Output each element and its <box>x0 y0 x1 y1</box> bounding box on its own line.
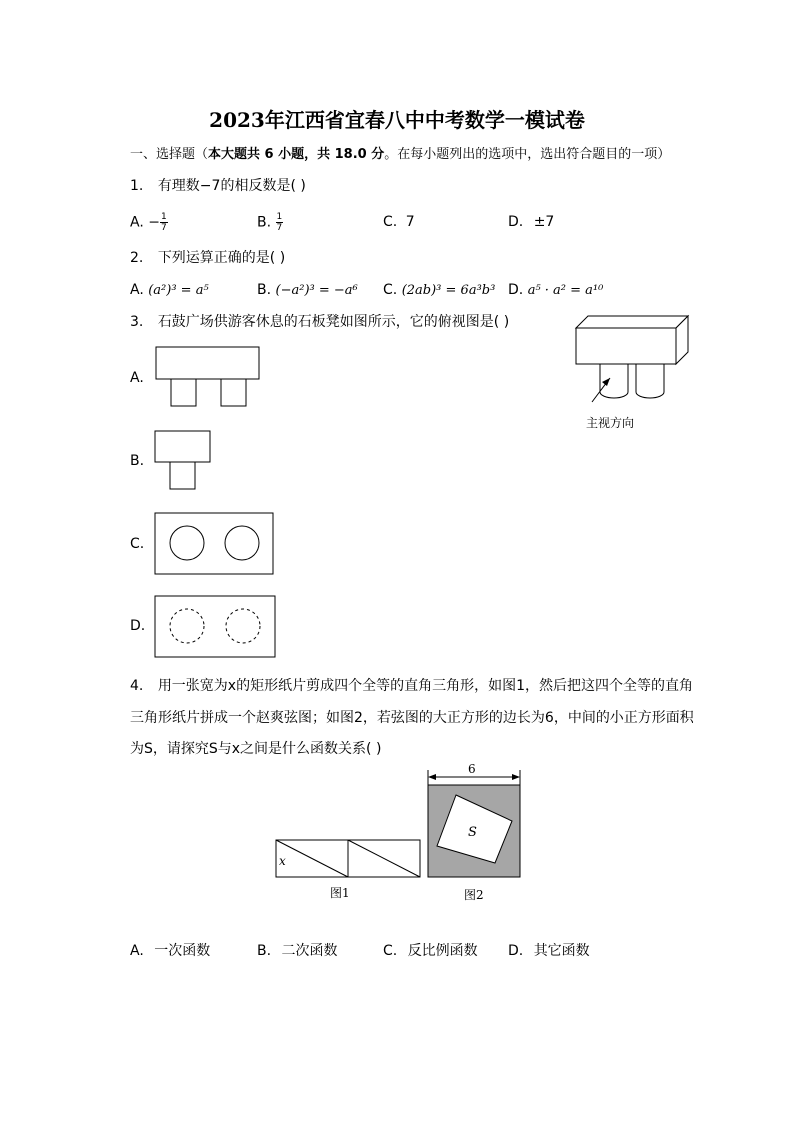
q3-option-b-label[interactable]: B. <box>130 453 145 469</box>
question-1 <box>130 177 306 195</box>
q1-option-d[interactable] <box>508 213 554 231</box>
view-direction-caption: 主视方向 <box>586 416 635 430</box>
q2-option-d[interactable] <box>508 281 603 300</box>
q3-option-d-label[interactable]: D. <box>130 618 146 634</box>
question-number: 4. <box>130 678 144 694</box>
q1-option-b[interactable] <box>257 212 283 233</box>
question-2 <box>130 249 285 267</box>
q3-option-b-figure[interactable] <box>154 430 212 492</box>
option-text: 反比例函数 <box>407 943 478 959</box>
option-sign: − <box>148 214 160 231</box>
option-expression: a⁵ · a² = a¹⁰ <box>527 283 604 298</box>
question-4-line-1 <box>130 677 693 695</box>
figure-2 <box>424 760 524 905</box>
option-value: ±7 <box>533 214 555 230</box>
q1-option-a[interactable] <box>130 212 168 233</box>
option-label: A. <box>130 214 144 231</box>
question-number: 1. <box>130 178 144 194</box>
figure-2-caption: 图2 <box>464 888 484 902</box>
option-label: A. <box>130 282 144 298</box>
option-expression: (a²)³ = a⁵ <box>148 283 209 298</box>
option-text: 其它函数 <box>533 943 590 959</box>
q3-option-a-label[interactable]: A. <box>130 370 144 386</box>
question-4-line-2: 三角形纸片拼成一个赵爽弦图；如图2，若弦图的大正方形的边长为6，中间的小正方形面积 <box>130 710 694 726</box>
option-label: B. <box>257 282 272 298</box>
q3-option-c-figure[interactable] <box>154 512 276 577</box>
question-text: 用一张宽为x的矩形纸片剪成四个全等的直角三角形，如图1，然后把这四个全等的直角 <box>157 678 694 694</box>
q4-option-b[interactable] <box>257 942 338 960</box>
question-4-line-3: 为S，请探究S与x之间是什么函数关系( ) <box>130 741 382 757</box>
q1-option-c[interactable] <box>383 213 415 231</box>
option-fraction: $\frac{1}{7}$ <box>160 212 167 233</box>
question-text: 石鼓广场供游客休息的石板凳如图所示，它的俯视图是( ) <box>157 314 510 330</box>
section-heading-suffix: 。在每小题列出的选项中，选出符合题目的一项） <box>384 147 671 162</box>
section-heading-prefix: 一、选择题（ <box>130 147 209 162</box>
option-label: D. <box>508 282 524 298</box>
question-text: 下列运算正确的是( ) <box>157 250 286 266</box>
option-label: B. <box>257 214 272 231</box>
option-expression: (−a²)³ = −a⁶ <box>275 283 358 298</box>
option-label: D. <box>508 214 524 230</box>
q2-option-b[interactable] <box>257 281 358 300</box>
q3-option-a-figure[interactable] <box>155 346 261 408</box>
q4-option-d[interactable] <box>508 942 590 960</box>
q2-option-a[interactable] <box>130 281 209 300</box>
option-label: C. <box>383 214 398 230</box>
figure-1-width-label: x <box>279 854 286 868</box>
q3-option-c-label[interactable]: C. <box>130 536 145 552</box>
question-3 <box>130 313 509 331</box>
figure-2-area-label: S <box>468 825 477 840</box>
section-heading-bold: 本大题共 6 小题，共 18.0 分 <box>208 147 385 162</box>
option-expression: (2ab)³ = 6a³b³ <box>401 283 496 298</box>
q2-option-c[interactable] <box>383 281 495 300</box>
option-label: A. <box>130 943 144 959</box>
option-label: B. <box>257 943 272 959</box>
figure-1 <box>274 838 424 908</box>
q3-option-d-figure[interactable] <box>154 595 278 660</box>
question-number: 2. <box>130 250 144 266</box>
q4-option-c[interactable] <box>383 942 478 960</box>
option-text: 一次函数 <box>154 943 211 959</box>
section-heading <box>130 146 670 164</box>
option-label: C. <box>383 282 398 298</box>
figure-2-side-label: 6 <box>468 762 476 776</box>
stool-figure <box>570 312 695 432</box>
figure-1-caption: 图1 <box>330 886 350 900</box>
option-fraction: $\frac{1}{7}$ <box>276 212 283 233</box>
q4-option-a[interactable] <box>130 942 210 960</box>
option-label: C. <box>383 943 398 959</box>
option-label: D. <box>508 943 524 959</box>
option-text: 二次函数 <box>281 943 338 959</box>
option-value: 7 <box>405 214 415 230</box>
question-number: 3. <box>130 314 144 330</box>
question-text: 有理数−7的相反数是( ) <box>157 178 306 194</box>
page-title: 2023年江西省宜春八中中考数学一模试卷 <box>209 108 585 132</box>
